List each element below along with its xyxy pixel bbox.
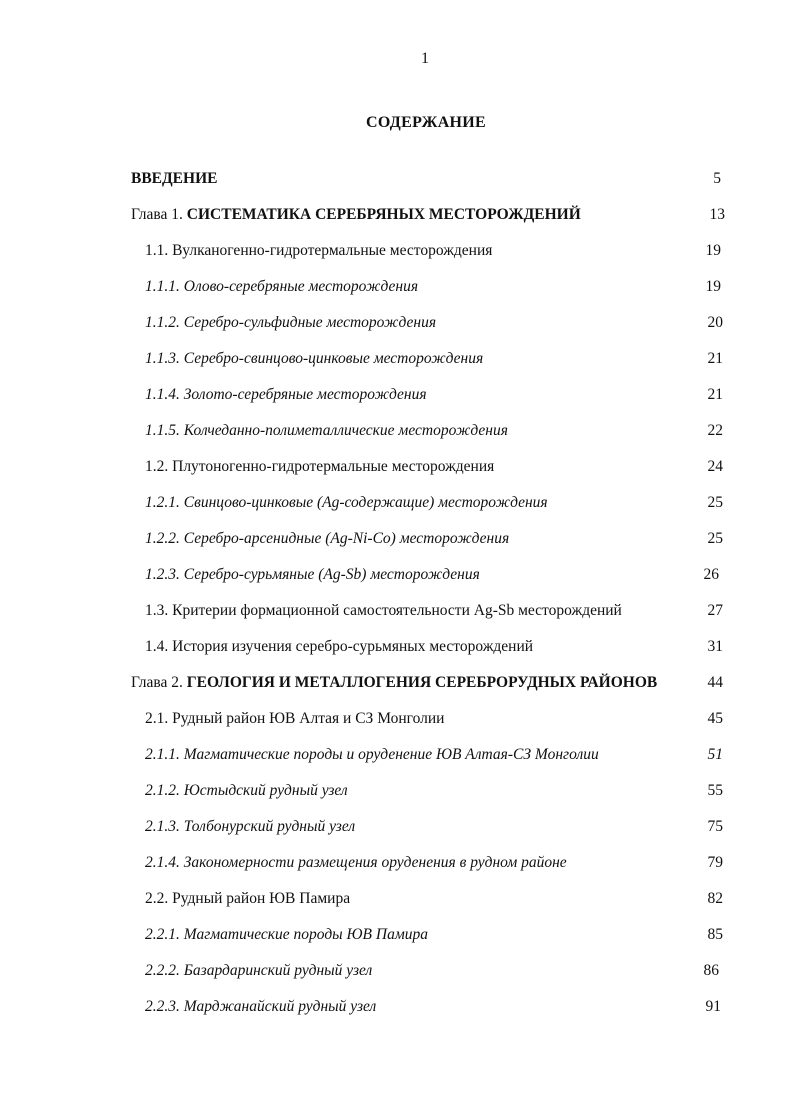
toc-entry-label: 2.2.2. Базардаринский рудный узел [145, 962, 373, 979]
toc-entry-page: 79 [707, 854, 723, 871]
toc-entry-chapter-1 [131, 204, 731, 226]
toc-entry-label [131, 204, 581, 226]
toc-entry-label: ВВЕДЕНИЕ [131, 170, 218, 187]
toc-entry-2-1-4 [145, 852, 731, 874]
toc-entry-label: 1.4. История изучения серебро-сурьмяных месторождений [145, 638, 534, 655]
chapter-title: СИСТЕМАТИКА СЕРЕБРЯНЫХ МЕСТОРОЖДЕНИЙ [186, 206, 581, 223]
toc-entry-page: 91 [705, 998, 721, 1015]
toc-entry-1-1-1 [145, 276, 731, 298]
toc-entry-page: 21 [707, 386, 723, 403]
toc-entry-page: 85 [707, 926, 723, 943]
toc-entry-1-2-1 [145, 492, 731, 514]
toc-entry-page: 22 [707, 422, 723, 439]
toc-entry-2-1-2 [145, 780, 731, 802]
page-number: 1 [421, 50, 429, 67]
toc-entry-label: 1.3. Критерии формационной самостоятельности Ag-Sb месторождений [145, 602, 622, 619]
toc-entry-label: 2.1.2. Юстыдский рудный узел [145, 782, 348, 799]
toc-entry-label: 2.2. Рудный район ЮВ Памира [145, 890, 351, 907]
toc-entry-page: 19 [705, 242, 721, 259]
toc-entry-2-2-1 [145, 924, 731, 946]
toc-entry-page: 20 [707, 314, 723, 331]
toc-entry-1-1-4 [145, 384, 731, 406]
toc-entry-page: 27 [707, 602, 723, 619]
toc-title: СОДЕРЖАНИЕ [365, 114, 487, 131]
toc-entry-page: 25 [707, 530, 723, 547]
toc-entry-label: 1.2.2. Серебро-арсенидные (Ag-Ni-Co) месторождения [145, 530, 510, 547]
toc-entry-label: 2.2.1. Магматические породы ЮВ Памира [145, 926, 428, 943]
toc-entry-page: 13 [709, 206, 725, 223]
toc-entry-label: 1.2.1. Свинцово-цинковые (Ag-содержащие) месторождения [145, 494, 548, 511]
toc-entry-label: 2.1.3. Толбонурский рудный узел [145, 818, 356, 835]
toc-entry-2-1 [145, 708, 731, 730]
toc-entry-page: 82 [707, 890, 723, 907]
toc-entry-page: 5 [713, 170, 721, 187]
toc-entry-introduction [131, 168, 731, 190]
toc-entry-2-1-1 [145, 744, 731, 766]
toc-entry-2-2-2 [145, 960, 731, 982]
chapter-prefix: Глава 2. [131, 674, 187, 691]
toc-entry-label: 1.1. Вулканогенно-гидротермальные месторождения [145, 242, 493, 259]
toc-entry-2-1-3 [145, 816, 731, 838]
toc-entry-page: 51 [707, 746, 723, 763]
toc-entry-page: 45 [707, 710, 723, 727]
toc-entry-label [131, 672, 657, 694]
toc-entry-label: 1.2.3. Серебро-сурьмяные (Ag-Sb) месторождения [145, 566, 480, 583]
toc-entry-1-2 [145, 456, 731, 478]
toc-entry-2-2-3 [145, 996, 731, 1018]
toc-entry-page: 21 [707, 350, 723, 367]
toc-entry-page: 31 [707, 638, 723, 655]
chapter-title: ГЕОЛОГИЯ И МЕТАЛЛОГЕНИЯ СЕРЕБРОРУДНЫХ РАЙОНОВ [186, 674, 658, 691]
toc-entry-label: 1.1.3. Серебро-свинцово-цинковые месторождения [145, 350, 484, 367]
toc-entry-page: 19 [705, 278, 721, 295]
toc-entry-label: 2.2.3. Марджанайский рудный узел [145, 998, 377, 1015]
toc-entry-label: 1.1.5. Колчеданно-полиметаллические месторождения [145, 422, 508, 439]
toc-entry-page: 26 [703, 566, 719, 583]
toc-entry-page: 24 [707, 458, 723, 475]
toc-entry-label: 2.1.1. Магматические породы и оруденение ЮВ Алтая-СЗ Монголии [145, 746, 599, 763]
toc-entry-2-2 [145, 888, 731, 910]
toc-entry-1-1-5 [145, 420, 731, 442]
toc-entry-1-2-3 [145, 564, 731, 586]
toc-entry-page: 86 [703, 962, 719, 979]
toc-entry-chapter-2 [131, 672, 731, 694]
toc-entry-label: 2.1. Рудный район ЮВ Алтая и СЗ Монголии [145, 710, 445, 727]
toc-entry-1-1-2 [145, 312, 731, 334]
toc-entry-1-2-2 [145, 528, 731, 550]
toc-entry-page: 44 [707, 674, 723, 691]
toc-entry-1-1 [145, 240, 731, 262]
chapter-prefix: Глава 1. [131, 206, 187, 223]
toc-entry-label: 1.1.4. Золото-серебряные месторождения [145, 386, 427, 403]
toc-entry-1-1-3 [145, 348, 731, 370]
toc-entry-1-3 [145, 600, 731, 622]
toc-entry-page: 55 [707, 782, 723, 799]
toc-entry-label: 2.1.4. Закономерности размещения оруденения в рудном районе [145, 854, 567, 871]
toc-entry-page: 25 [707, 494, 723, 511]
toc-entry-label: 1.1.2. Серебро-сульфидные месторождения [145, 314, 437, 331]
toc-entry-1-4 [145, 636, 731, 658]
toc-entry-label: 1.2. Плутоногенно-гидротермальные месторождения [145, 458, 495, 475]
toc-entry-page: 75 [707, 818, 723, 835]
toc-entry-label: 1.1.1. Олово-серебряные месторождения [145, 278, 419, 295]
